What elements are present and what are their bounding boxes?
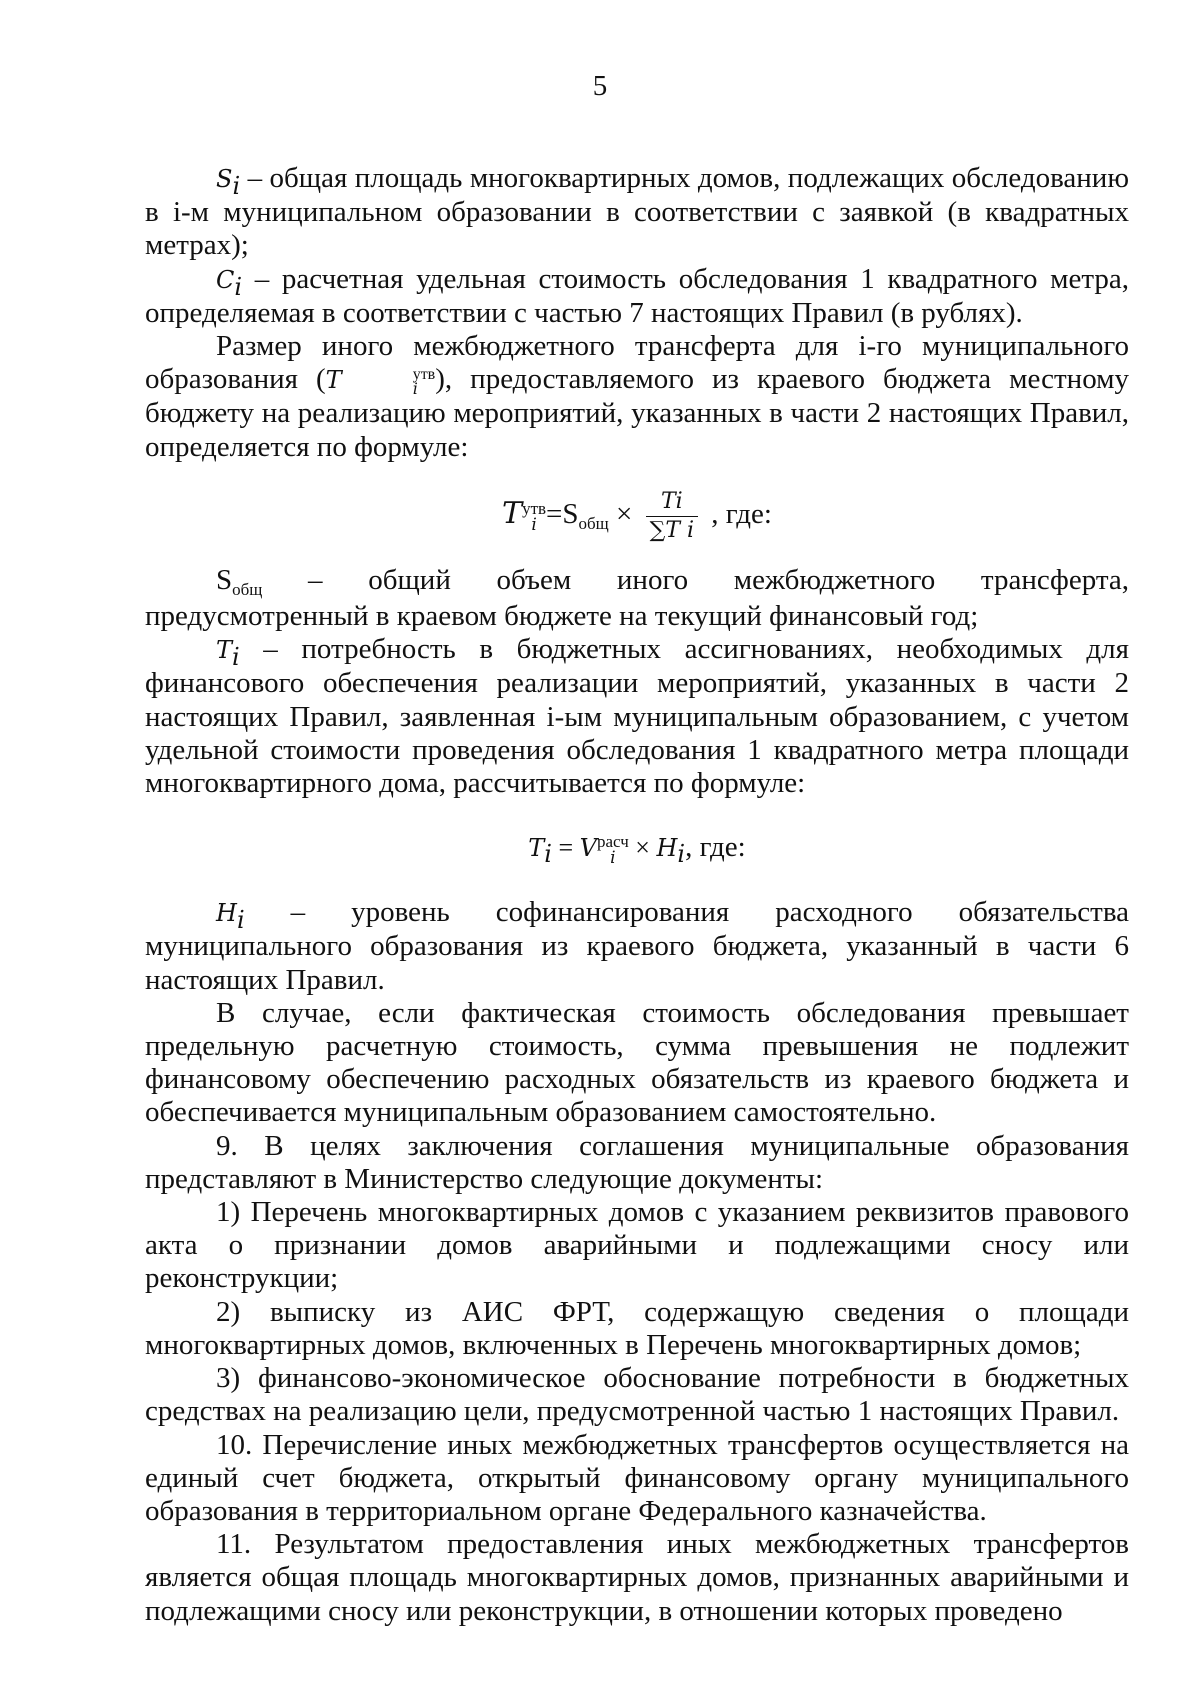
fraction-denominator: ∑T i xyxy=(646,516,698,544)
symbol-t-subscript: i xyxy=(412,378,418,398)
formula-equals-s: =S xyxy=(546,498,579,531)
formula-v-subscript: i xyxy=(610,847,616,868)
formula-tail: , где: xyxy=(685,830,746,863)
definition-t-i xyxy=(145,633,1129,800)
symbol-c-subscript: i xyxy=(234,272,243,301)
list-item-1: 1) Перечень многоквартирных домов с указанием реквизитов правового акта о признании домов аварийными и подлежащими сносу или реконструкции; xyxy=(145,1196,1129,1295)
formula-h: H xyxy=(656,833,678,862)
definition-text: – общий объем иного межбюджетного трансферта, предусмотренный в краевом бюджете на текущий финансовый год; xyxy=(145,563,1129,633)
definition-h-i xyxy=(145,896,1129,997)
definition-s-i xyxy=(145,162,1129,263)
symbol-h: H xyxy=(216,899,237,928)
formula-v: V xyxy=(579,833,597,862)
formula-lhs-superscript: утв xyxy=(522,498,547,518)
formula-equals: = xyxy=(551,832,580,862)
formula-t-subscript: i xyxy=(544,839,552,868)
formula-transfer xyxy=(145,470,1129,564)
paragraph-text: ), предоставляемого из краевого бюджета местному бюджету на реализацию мероприятий, указанных в части 2 настоящих Правил, определяется по формуле: xyxy=(145,363,1129,463)
formula-tail: , где: xyxy=(704,498,772,531)
paragraph-text: Размер иного межбюджетного трансферта для і-го муниципального образования ( xyxy=(145,330,1129,396)
list-item-3: 3) финансово-экономическое обоснование потребности в бюджетных средствах на реализацию цели, предусмотренной частью 1 настоящих Правил. xyxy=(145,1362,1129,1428)
definition-text: – потребность в бюджетных ассигнованиях, необходимых для финансового обеспечения реализации мероприятий, указанных в части 2 настоящих Правил, заявленная і-ым муниципальным образованием, с учетом удельной стоимости проведения обследования 1 квадратного метра площади многоквартирного дома, рассчитывается по формуле: xyxy=(145,633,1129,800)
fraction-numerator: Ti xyxy=(660,489,683,515)
transfer-size-paragraph xyxy=(145,330,1129,464)
formula-lhs-subscript: i xyxy=(531,514,537,535)
symbol-s-total: S xyxy=(216,563,233,596)
symbol-t: T xyxy=(325,366,342,395)
paragraph-excess-cost: В случае, если фактическая стоимость обследования превышает предельную расчетную стоимость, сумма превышения не подлежит финансовому обеспечению расходных обязательств из краевого бюджета и обеспечивается муниципальным образованием самостоятельно. xyxy=(145,996,1129,1129)
list-item-2: 2) выписку из АИС ФРТ, содержащую сведения о площади многоквартирных домов, включенных в Перечень многоквартирных домов; xyxy=(145,1295,1129,1361)
formula-t: T xyxy=(528,833,545,862)
document-body xyxy=(145,162,1129,1628)
symbol-h-subscript: i xyxy=(236,906,245,935)
definition-s-total xyxy=(145,564,1129,633)
symbol-s-subscript: i xyxy=(232,171,241,200)
formula-v-superscript: расч xyxy=(596,831,629,851)
paragraph-clause-9: 9. В целях заключения соглашения муниципальные образования представляют в Министерство следующие документы: xyxy=(145,1129,1129,1195)
formula-h-subscript: i xyxy=(677,839,686,868)
symbol-t-superscript: утв xyxy=(412,365,436,383)
formula-times: × xyxy=(608,498,640,531)
definition-text: – общая площадь многоквартирных домов, подлежащих обследованию в і-м муниципальном образовании в соответствии с заявкой (в квадратных метрах); xyxy=(145,162,1129,262)
formula-lhs-t: T xyxy=(502,496,523,532)
symbol-t: T xyxy=(216,636,233,665)
symbol-s-total-subscript: общ xyxy=(232,579,263,599)
paragraph-clause-11: 11. Результатом предоставления иных межбюджетных трансфертов является общая площадь многоквартирных домов, признанных аварийными и подлежащими сносу или реконструкции, в отношении которых проведено xyxy=(145,1528,1129,1627)
formula-s-subscript: общ xyxy=(578,514,609,534)
page-number: 5 xyxy=(592,70,608,102)
definition-text: – расчетная удельная стоимость обследования 1 квадратного метра, определяемая в соответствии с частью 7 настоящих Правил (в рублях). xyxy=(145,262,1129,329)
formula-fraction xyxy=(646,489,698,544)
definition-text: – уровень софинансирования расходного обязательства муниципального образования из краевого бюджета, указанный в части 6 настоящих Правил. xyxy=(145,896,1129,996)
symbol-s: S xyxy=(216,165,233,193)
definition-c-i xyxy=(145,263,1129,330)
formula-times: × xyxy=(628,832,657,862)
formula-need xyxy=(145,818,1129,878)
paragraph-clause-10: 10. Перечисление иных межбюджетных трансфертов осуществляется на единый счет бюджета, открытый финансовому органу муниципального образования в территориальном органе Федерального казначейства. xyxy=(145,1428,1129,1527)
symbol-c: C xyxy=(216,265,235,294)
symbol-t-subscript: i xyxy=(232,643,240,672)
